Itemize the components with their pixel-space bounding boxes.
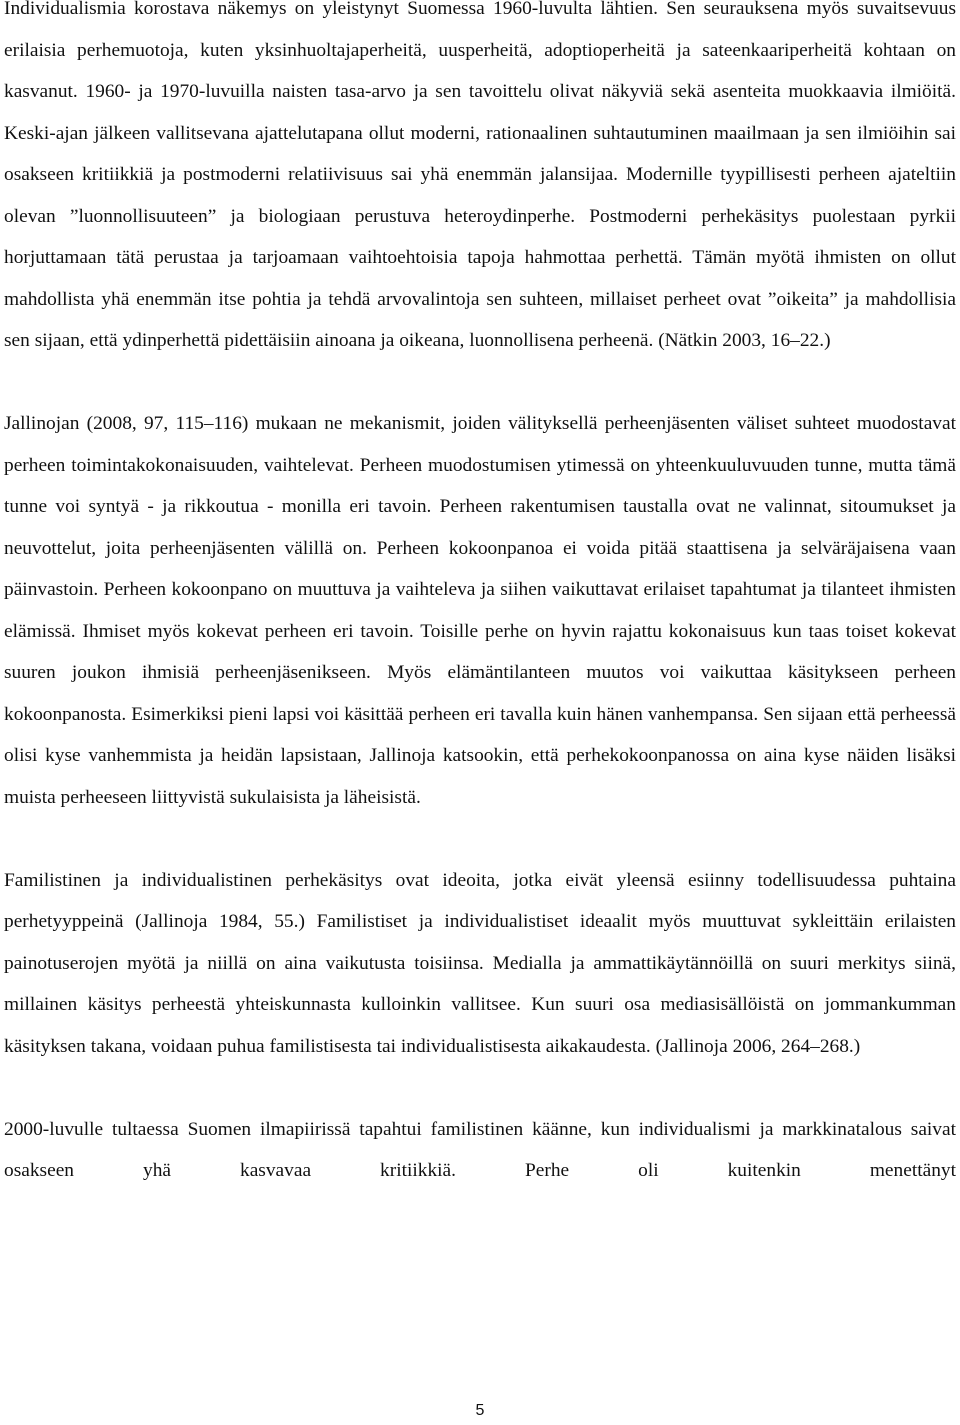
paragraph-jallinoja-mechanisms: Jallinojan (2008, 97, 115–116) mukaan ne mekanismit, joiden välityksellä perheenjäsenten väliset suhteet muodostavat perheen toimintakokonaisuuden, vaihtelevat. Perheen muodostumisen ytimessä on yhteenkuuluvuuden tunne, mutta tämä tunne voi syntyä - ja rikkoutua - monilla eri tavoin. Perheen rakentumisen taustalla ovat ne valinnat, sitoumukset ja neuvottelut, joita perheenjäsenten välillä on. Perheen kokoonpanoa ei voida pitää staattisena ja selväräjaisena vaan päinvastoin. Perheen kokoonpano on muuttuva ja vaihteleva ja siihen vaikuttavat erilaiset tapahtumat ja tilanteet ihmisten elämissä. Ihmiset myös kokevat perheen eri tavoin. Toisille perhe on hyvin rajattu kokonaisuus kun taas toiset kokevat suuren joukon ihmisiä perheenjäsenikseen. Myös elämäntilanteen muutos voi vaikuttaa käsitykseen perheen kokoonpanosta. Esimerkiksi pieni lapsi voi käsittää perheen eri tavalla kuin hänen vanhempansa. Sen sijaan että perheessä olisi kyse vanhemmista ja heidän lapsistaan, Jallinoja katsookin, että perhekokoonpanossa on aina kyse näiden lisäksi muista perheeseen liittyvistä sukulaisista ja läheisistä. xyxy=(4,413,956,808)
paragraph-spacer xyxy=(4,362,956,404)
page-number: 5 xyxy=(475,1402,485,1419)
paragraph-spacer xyxy=(4,1067,956,1109)
paragraph-individualism: Individualismia korostava näkemys on yleistynyt Suomessa 1960-luvulta lähtien. Sen seurauksena myös suvaitsevuus erilaisia perhemuotoja, kuten yksinhuoltajaperheitä, uusperheitä, adoptioperheitä ja sateenkaariperheitä kohtaan on kasvanut. 1960- ja 1970-luvuilla naisten tasa-arvo ja sen tavoittelu olivat näkyviä sekä asenteita muokkaavia ilmiöitä. Keski-ajan jälkeen vallitsevana ajattelutapana ollut moderni, rationaalinen suhtautuminen maailmaan ja sen ilmiöihin sai osakseen kritiikkiä ja postmoderni relatiivisuus sai yhä enemmän jalansijaa. Modernille tyypillisesti perheen ajateltiin olevan ”luonnollisuuteen” ja biologiaan perustuva heteroydinperhe. Postmoderni perhekäsitys puolestaan pyrkii horjuttamaan tätä perustaa ja tarjoamaan vaihtoehtoisia tapoja hahmottaa perhettä. Tämän myötä ihmisten on ollut mahdollista yhä enemmän itse pohtia ja tehdä arvovalintoja sen suhteen, millaiset perheet ovat ”oikeita” ja mahdollisia sen sijaan, että ydinperhettä pidettäisiin ainoana ja oikeana, luonnollisena perheenä. (Nätkin 2003, 16–22.) xyxy=(4,0,956,351)
paragraph-spacer xyxy=(4,818,956,860)
paragraph-familistic-individualistic: Familistinen ja individualistinen perhekäsitys ovat ideoita, jotka eivät yleensä esiinny todellisuudessa puhtaina perhetyyppeinä (Jallinoja 1984, 55.) Familistiset ja individualistiset ideaalit myös muuttuvat sykleittäin erilaisten painotuserojen myötä ja niillä on aina vaikutusta toisiinsa. Medialla ja ammattikäytännöillä on suuri merkitys siinä, millainen käsitys perheestä yhteiskunnasta kulloinkin vallitsee. Kun suuri osa mediasisällöistä on jommankumman käsityksen takana, voidaan puhua familistisesta tai individualistisesta aikakaudesta. (Jallinoja 2006, 264–268.) xyxy=(4,869,956,1057)
document-page xyxy=(4,0,956,1192)
paragraph-2000s-turn: 2000-luvulle tultaessa Suomen ilmapiirissä tapahtui familistinen käänne, kun individualismi ja markkinatalous saivat osakseen yhä kasvavaa kritiikkiä. Perhe oli kuitenkin menettänyt xyxy=(4,1118,956,1181)
